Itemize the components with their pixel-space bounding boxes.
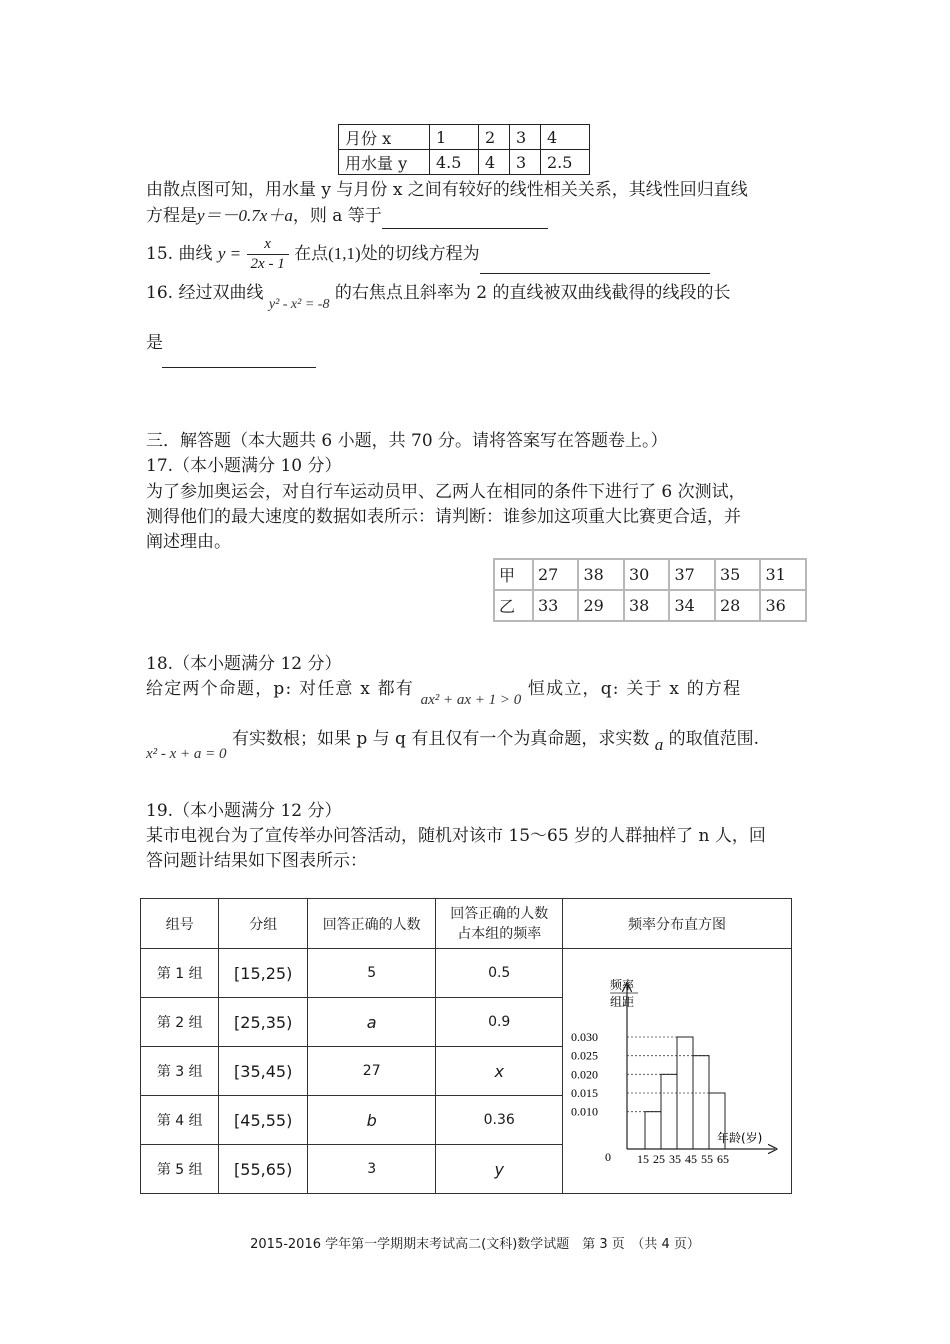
table-cell: y — [436, 1145, 563, 1194]
header-cell: 频率分布直方图 — [563, 899, 792, 949]
table-cell: 34 — [669, 590, 715, 621]
q18-inequality: ax² + ax + 1 > 0 — [420, 692, 522, 708]
table-row — [339, 125, 590, 150]
table-cell: 38 — [624, 590, 670, 621]
table-cell: [45,55) — [219, 1096, 308, 1145]
table-cell: 5 — [307, 949, 435, 998]
fraction-denominator: 2x - 1 — [250, 256, 285, 272]
table-cell: 4 — [541, 125, 590, 150]
table-cell: a — [307, 998, 435, 1047]
table-cell: 33 — [533, 590, 579, 621]
table-cell: 27 — [533, 559, 579, 590]
q16-start: 16. 经过双曲线 — [146, 283, 264, 303]
q15-fraction — [247, 235, 289, 274]
quiz-results-table — [140, 898, 792, 1194]
q19-text-line: 答问题计结果如下图表所示： — [146, 851, 367, 871]
y-label-bottom: 组距 — [610, 995, 635, 1009]
histogram-bar — [645, 1112, 661, 1149]
q14-prefix: 方程是 — [146, 206, 197, 226]
q18-text: 给定两个命题，p: 对任意 x 都有 — [146, 679, 415, 699]
table-cell: 28 — [715, 590, 761, 621]
q17-text-line: 为了参加奥运会，对自行车运动员甲、乙两人在相同的条件下进行了 6 次测试， — [146, 482, 746, 502]
q15 — [146, 234, 710, 274]
x-tick-label: 25 — [653, 1152, 665, 1166]
histogram-bar — [693, 1056, 709, 1149]
histogram-cell — [563, 949, 792, 1194]
q18-text: 有实数根；如果 p 与 q 有且仅有一个为真命题，求实数 — [231, 729, 650, 749]
table-cell: 30 — [624, 559, 670, 590]
q19-text-line: 某市电视台为了宣传举办问答活动，随机对该市 15～65 岁的人群抽样了 n 人，回 — [146, 826, 766, 846]
table-cell: 3 — [510, 125, 541, 150]
table-row — [494, 559, 806, 590]
table-cell: 36 — [760, 590, 806, 621]
y-tick-labels — [571, 1030, 598, 1119]
q16-line2: 是 — [146, 333, 163, 353]
q16-equation: y² - x² = -8 — [268, 297, 330, 312]
table-cell: 第 1 组 — [141, 949, 219, 998]
water-usage-table — [338, 124, 590, 175]
table-cell: 用水量 y — [339, 150, 430, 175]
q18-text: 的取值范围. — [668, 729, 760, 749]
header-line: 回答正确的人数 — [450, 905, 549, 922]
speed-table — [493, 558, 807, 622]
table-row — [339, 150, 590, 175]
q18-equation: x² - x + a = 0 — [146, 746, 227, 762]
x-tick-label: 35 — [669, 1152, 681, 1166]
table-cell: 第 5 组 — [141, 1145, 219, 1194]
table-cell: 31 — [760, 559, 806, 590]
table-cell: b — [307, 1096, 435, 1145]
y-tick-label: 0.010 — [571, 1104, 598, 1119]
table-cell: 第 4 组 — [141, 1096, 219, 1145]
table-cell: 3 — [510, 150, 541, 175]
q16-line1 — [146, 280, 731, 312]
header-cell: 回答正确的人数 — [307, 899, 435, 949]
header-line: 占本组的频率 — [457, 925, 542, 942]
x-tick-label: 45 — [685, 1152, 697, 1166]
table-cell: 第 2 组 — [141, 998, 219, 1047]
y-label-top: 频率 — [610, 978, 635, 992]
table-cell: [25,35) — [219, 998, 308, 1047]
table-header-row — [141, 899, 792, 949]
frequency-histogram — [563, 949, 791, 1189]
q18-line2 — [146, 726, 760, 762]
q19-header: 19.（本小题满分 12 分） — [146, 801, 342, 821]
table-cell: 2.5 — [541, 150, 590, 175]
header-cell: 分组 — [219, 899, 308, 949]
fraction-numerator: x — [247, 235, 289, 255]
origin-label: 0 — [605, 1150, 611, 1164]
q17-text-line: 阐述理由。 — [146, 532, 231, 552]
table-cell: [35,45) — [219, 1047, 308, 1096]
table-cell: 35 — [715, 559, 761, 590]
x-tick-label: 55 — [701, 1152, 713, 1166]
table-cell: 27 — [307, 1047, 435, 1096]
q18-header: 18.（本小题满分 12 分） — [146, 654, 342, 674]
q18-text: 恒成立，q: 关于 x 的方程 — [527, 679, 742, 699]
x-tick-label: 65 — [717, 1152, 729, 1166]
table-row — [141, 949, 792, 998]
x-tick-label: 15 — [637, 1152, 649, 1166]
table-cell: 第 3 组 — [141, 1047, 219, 1096]
table-cell: x — [436, 1047, 563, 1096]
q15-point: (1,1) — [328, 244, 361, 263]
x-axis-label: 年龄(岁) — [717, 1131, 763, 1145]
q15-mid: 在点 — [294, 244, 329, 264]
q15-number: 15. 曲线 — [146, 244, 213, 264]
table-cell: 1 — [430, 125, 479, 150]
q15-eq-left: y = — [217, 244, 242, 263]
q18-line1 — [146, 676, 806, 708]
page-footer: 2015-2016 学年第一学期期末考试高二(文科)数学试题 第 3 页 （共 4 页） — [250, 1237, 700, 1252]
header-cell — [436, 899, 563, 949]
table-cell: 29 — [578, 590, 624, 621]
table-cell: 乙 — [494, 590, 533, 621]
y-tick-label: 0.030 — [571, 1030, 598, 1044]
table-cell: 月份 x — [339, 125, 430, 150]
table-cell: [55,65) — [219, 1145, 308, 1194]
table-row — [494, 590, 806, 621]
table-cell: 38 — [578, 559, 624, 590]
q14-line2 — [146, 203, 548, 229]
q14-line1: 由散点图可知，用水量 y 与月份 x 之间有较好的线性相关关系，其线性回归直线 — [146, 180, 748, 200]
y-tick-label: 0.015 — [571, 1086, 598, 1100]
table-cell: 3 — [307, 1145, 435, 1194]
header-cell: 组号 — [141, 899, 219, 949]
y-tick-label: 0.020 — [571, 1067, 598, 1082]
table-cell: [15,25) — [219, 949, 308, 998]
q14-equation: y＝－0.7x＋a — [197, 206, 293, 225]
q18-variable: a — [654, 735, 664, 754]
q14-suffix: ，则 a 等于 — [292, 206, 382, 226]
answer-blank — [162, 367, 316, 368]
answer-blank — [480, 251, 710, 274]
q15-end: 处的切线方程为 — [360, 244, 480, 264]
table-cell: 0.9 — [436, 998, 563, 1047]
q17-text-line: 测得他们的最大速度的数据如表所示：请判断：谁参加这项重大比赛更合适，并 — [146, 507, 741, 527]
table-cell: 4.5 — [430, 150, 479, 175]
histogram-bar — [661, 1074, 677, 1149]
table-cell: 甲 — [494, 559, 533, 590]
table-cell: 0.36 — [436, 1096, 563, 1145]
q17-header: 17.（本小题满分 10 分） — [146, 456, 342, 476]
q16-end: 的右焦点且斜率为 2 的直线被双曲线截得的线段的长 — [334, 283, 731, 303]
section-title: 三．解答题（本大题共 6 小题，共 70 分。请将答案写在答题卷上。） — [146, 431, 668, 451]
answer-blank — [382, 208, 548, 229]
table-cell: 2 — [479, 125, 510, 150]
x-tick-labels — [637, 1152, 729, 1166]
table-cell: 37 — [669, 559, 715, 590]
table-cell: 4 — [479, 150, 510, 175]
y-tick-label: 0.025 — [571, 1048, 598, 1063]
table-cell: 0.5 — [436, 949, 563, 998]
